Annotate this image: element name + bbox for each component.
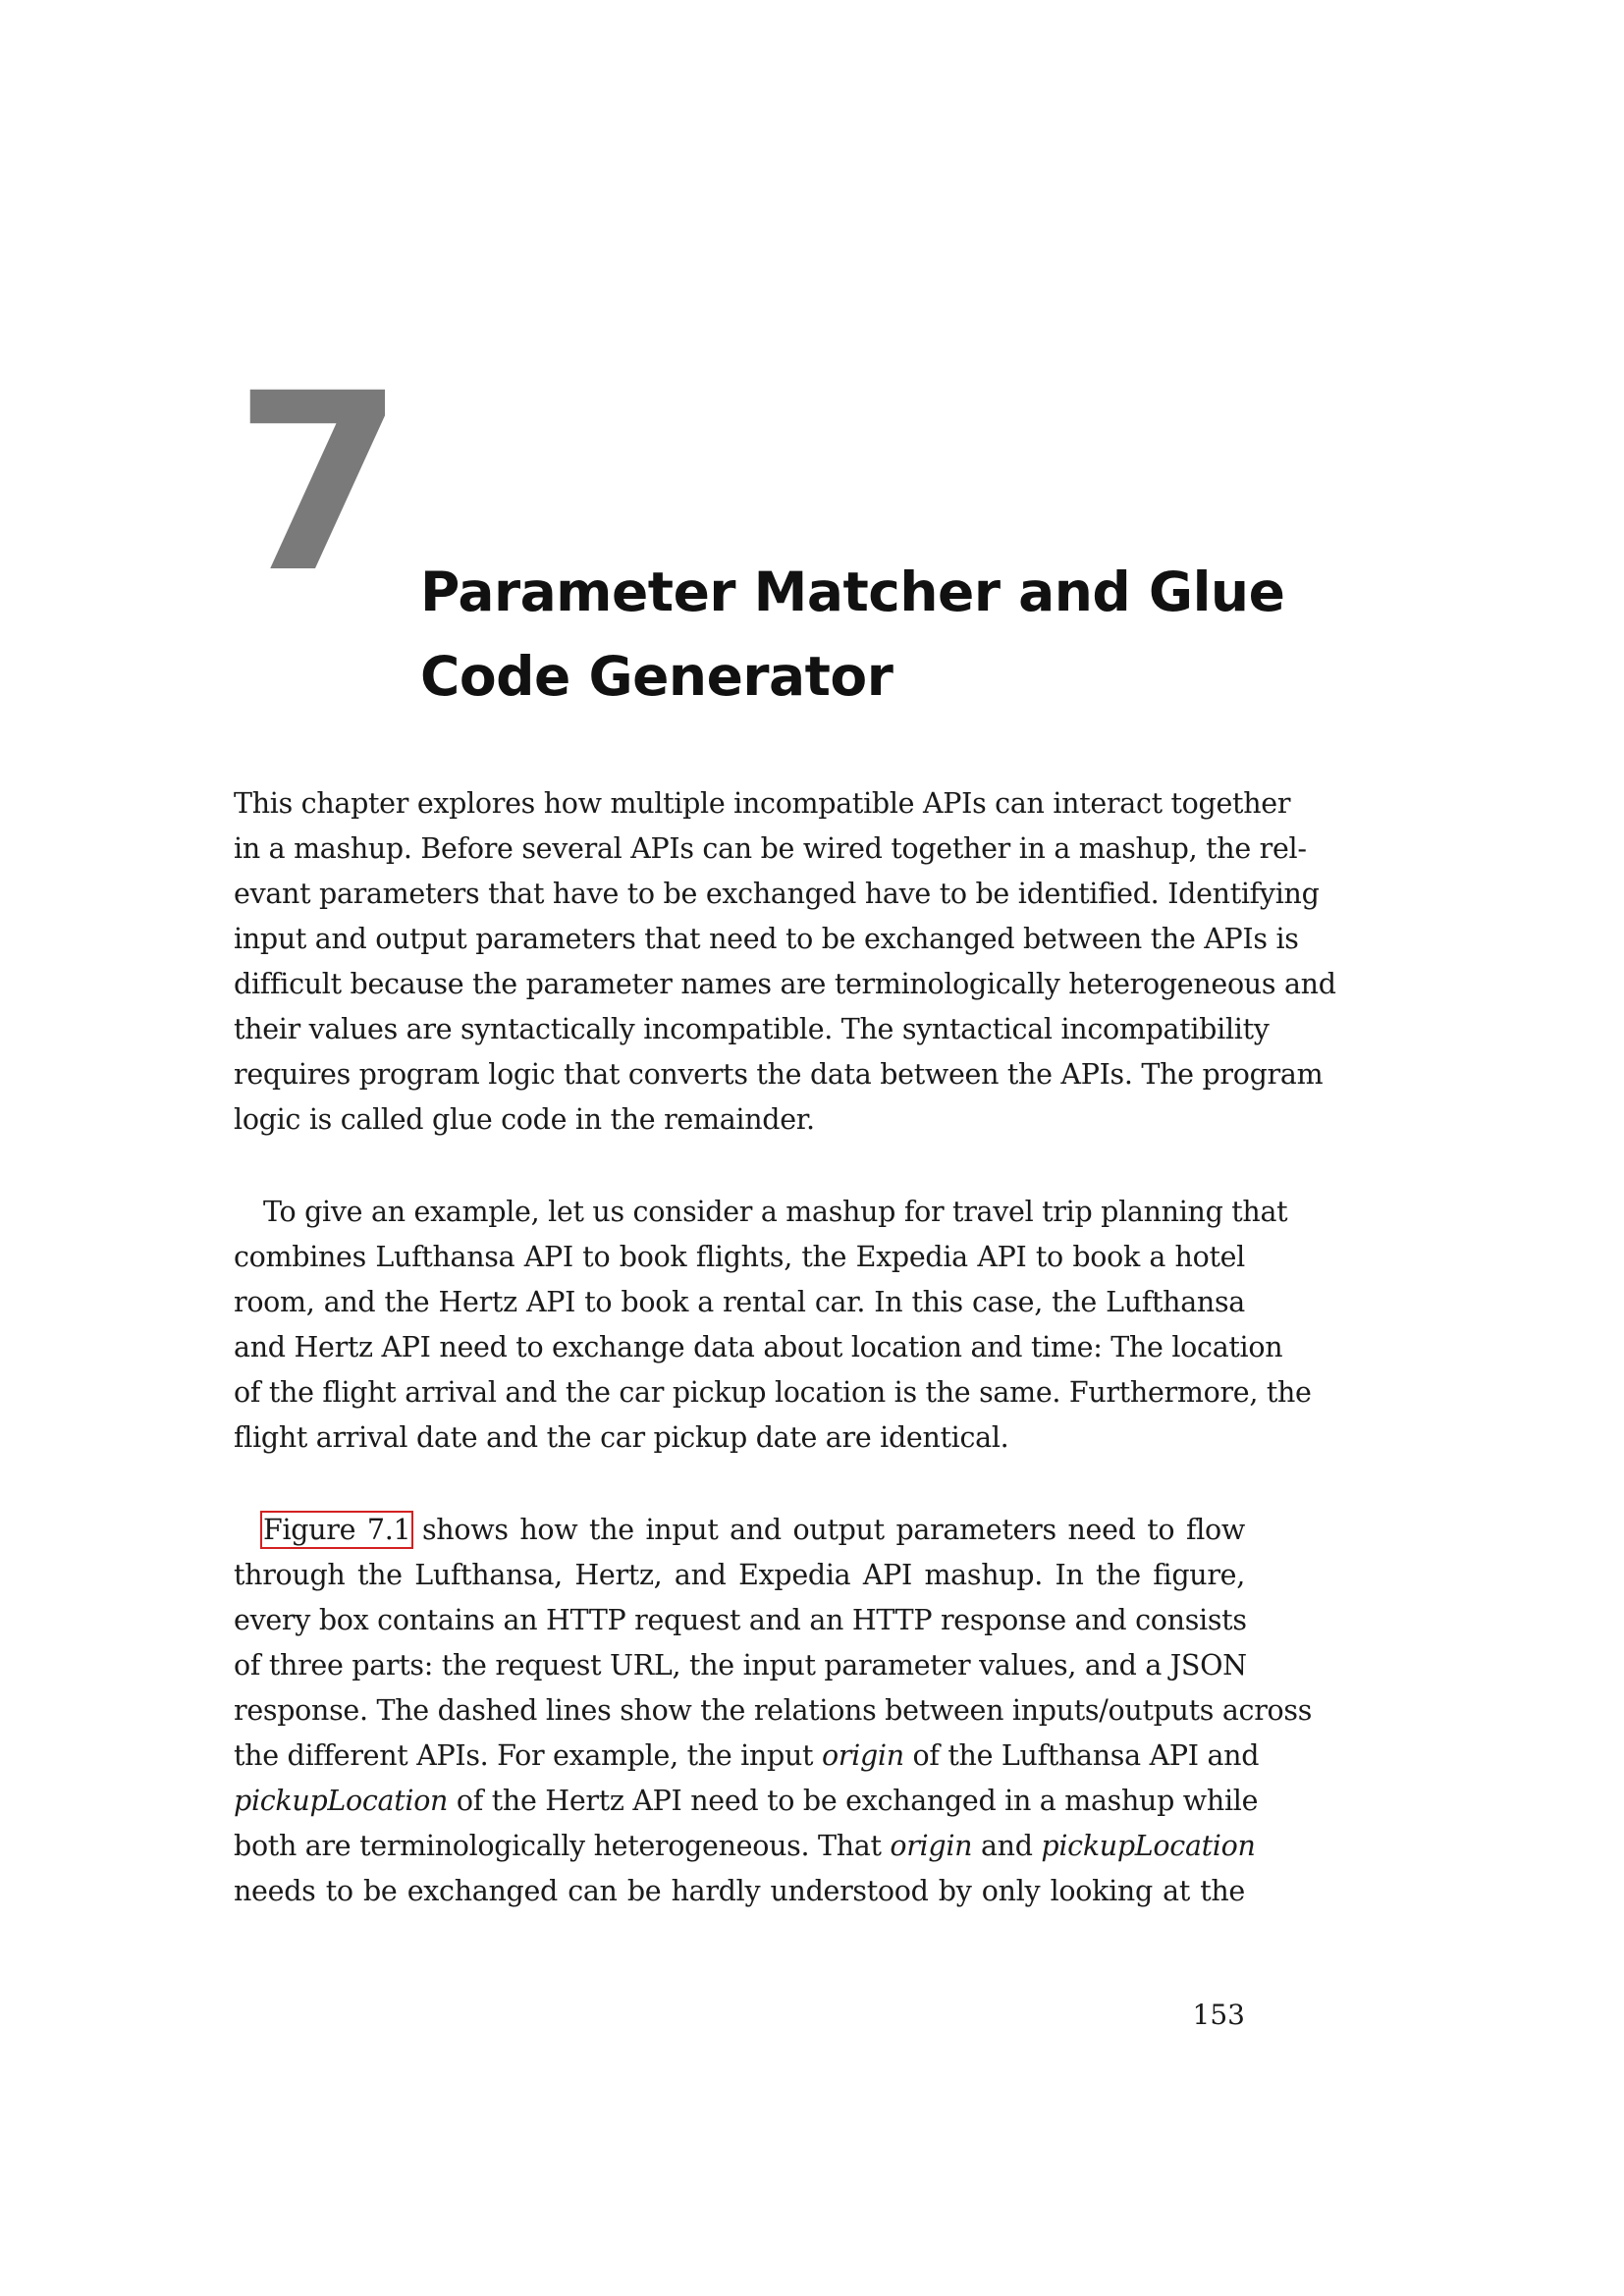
text-line: This chapter explores how multiple incompatible APIs can interact together xyxy=(234,787,1291,820)
text-line: room, and the Hertz API to book a rental car. In this case, the Lufthansa xyxy=(234,1286,1245,1318)
term-origin: origin xyxy=(821,1739,904,1772)
text-line: requires program logic that converts the data between the APIs. The program xyxy=(234,1058,1324,1091)
text-line: input and output parameters that need to be exchanged between the APIs is xyxy=(234,923,1299,955)
text-fragment: shows how the input and output parameters need to flow xyxy=(410,1514,1245,1546)
term-pickuplocation: pickupLocation xyxy=(1041,1830,1256,1862)
page-number: 153 xyxy=(1192,1999,1245,2031)
chapter-title-line-2: Code Generator xyxy=(420,645,893,708)
text-line: in a mashup. Before several APIs can be wired together in a mashup, the rel- xyxy=(234,832,1307,865)
text-line xyxy=(234,1824,1256,1869)
text-line: response. The dashed lines show the relations between inputs/outputs across xyxy=(234,1694,1313,1727)
text-line: and Hertz API need to exchange data about location and time: The location xyxy=(234,1331,1283,1363)
paragraph-example xyxy=(234,1190,1312,1461)
paragraph-figure-description xyxy=(234,1508,1313,1914)
text-fragment: of the Hertz API need to be exchanged in a mashup while xyxy=(448,1785,1259,1817)
text-line: logic is called glue code in the remainder. xyxy=(234,1103,815,1136)
text-fragment: and xyxy=(972,1830,1042,1862)
figure-7-1-link[interactable]: Figure 7.1 xyxy=(263,1514,411,1546)
text-line: needs to be exchanged can be hardly understood by only looking at the xyxy=(234,1875,1245,1907)
chapter-number: 7 xyxy=(234,341,399,626)
text-line: evant parameters that have to be exchanged have to be identified. Identifying xyxy=(234,878,1320,910)
text-line: of three parts: the request URL, the input parameter values, and a JSON xyxy=(234,1649,1247,1682)
text-line: flight arrival date and the car pickup date are identical. xyxy=(234,1421,1009,1454)
text-line: through the Lufthansa, Hertz, and Expedia API mashup. In the figure, xyxy=(234,1559,1245,1591)
text-fragment: of the Lufthansa API and xyxy=(903,1739,1260,1772)
text-fragment: both are terminologically heterogeneous. That xyxy=(234,1830,891,1862)
text-line: combines Lufthansa API to book flights, the Expedia API to book a hotel xyxy=(234,1241,1245,1273)
text-line: of the flight arrival and the car pickup location is the same. Furthermore, the xyxy=(234,1376,1312,1409)
chapter-title xyxy=(420,550,1304,719)
text-line xyxy=(234,1779,1259,1824)
text-line: difficult because the parameter names are terminologically heterogeneous and xyxy=(234,968,1336,1000)
chapter-title-line-1: Parameter Matcher and Glue xyxy=(420,561,1285,623)
text-line xyxy=(234,1508,1245,1553)
text-line xyxy=(234,1734,1260,1779)
text-line: every box contains an HTTP request and an HTTP response and consists xyxy=(234,1604,1247,1636)
term-pickuplocation: pickupLocation xyxy=(234,1785,449,1817)
paragraph-intro xyxy=(234,781,1336,1143)
text-line: their values are syntactically incompatible. The syntactical incompatibility xyxy=(234,1013,1270,1045)
text-line: To give an example, let us consider a mashup for travel trip planning that xyxy=(263,1196,1288,1228)
text-fragment: the different APIs. For example, the input xyxy=(234,1739,822,1772)
term-origin: origin xyxy=(890,1830,973,1862)
